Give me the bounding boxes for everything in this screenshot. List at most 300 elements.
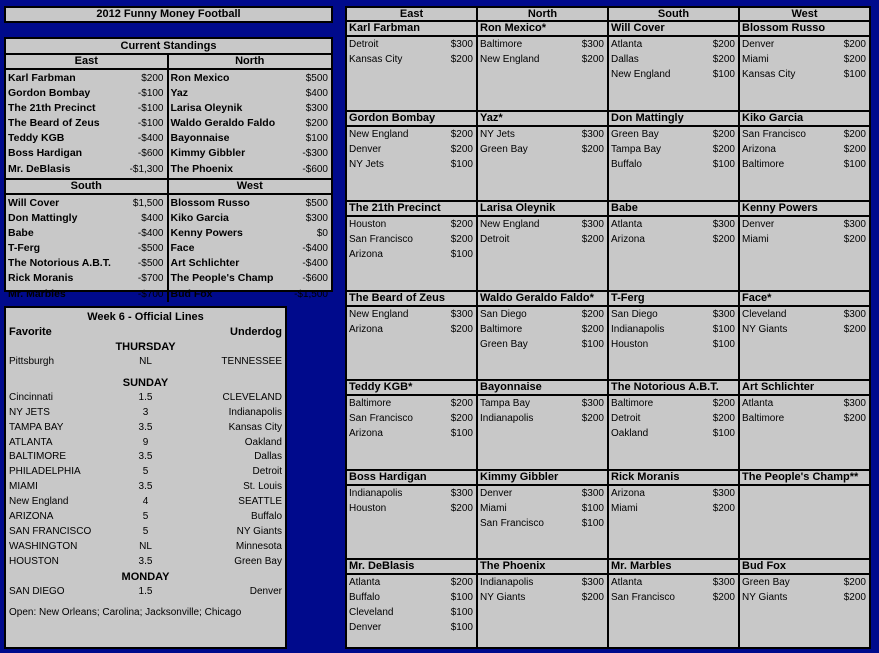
- player-picks-cell: [609, 22, 738, 110]
- pick-team: Buffalo: [611, 159, 642, 170]
- pick-row: [740, 142, 869, 157]
- pick-team: Oakland: [611, 428, 649, 439]
- pick-row: [478, 52, 607, 67]
- game-favorite: MIAMI: [9, 481, 38, 493]
- team-name: Kimmy Gibbler: [170, 147, 246, 160]
- standings-row: [6, 241, 167, 256]
- pick-row: [347, 322, 476, 337]
- pick-amount: $200: [843, 39, 866, 50]
- team-name: Ron Mexico: [170, 72, 230, 84]
- pick-amount: $200: [712, 54, 735, 65]
- pick-team: Tampa Bay: [611, 144, 662, 155]
- game-line-row: [8, 555, 283, 570]
- pick-team: Miami: [611, 503, 638, 514]
- pick-row: [609, 217, 738, 232]
- player-name: T-Ferg: [609, 292, 738, 307]
- pick-amount: $100: [450, 428, 473, 439]
- pick-row: [347, 396, 476, 411]
- pick-row: [347, 37, 476, 52]
- team-amount: -$700: [137, 288, 164, 300]
- pick-row: [347, 590, 476, 605]
- player-name: The Beard of Zeus: [347, 292, 476, 307]
- pick-team: Arizona: [349, 428, 383, 439]
- standings-row: [169, 196, 332, 211]
- pick-row: [478, 396, 607, 411]
- team-name: The People's Champ: [170, 272, 274, 285]
- pick-row: [347, 307, 476, 322]
- standings-row: [6, 71, 167, 86]
- pick-amount: $200: [450, 144, 473, 155]
- team-name: The Notorious A.B.T.: [8, 257, 111, 270]
- player-picks-cell: [347, 112, 476, 200]
- pick-row: [609, 501, 738, 516]
- pick-row: [478, 501, 607, 516]
- game-underdog: Minnesota: [235, 540, 282, 552]
- division-east: [6, 55, 169, 178]
- standings-row: [169, 256, 332, 271]
- pick-team: Baltimore: [349, 398, 392, 409]
- pick-team: Detroit: [349, 39, 379, 50]
- pick-team: Baltimore: [480, 324, 523, 335]
- pick-team: San Francisco: [611, 592, 675, 603]
- game-favorite: Cincinnati: [9, 391, 53, 403]
- player-picks-cell: [740, 381, 869, 469]
- standings-row: [6, 146, 167, 161]
- pick-amount: $300: [581, 39, 604, 50]
- pick-row: [740, 322, 869, 337]
- pick-row: [347, 127, 476, 142]
- division-header: West: [169, 180, 332, 195]
- grid-column-header: East: [347, 8, 476, 20]
- pick-row: [478, 516, 607, 531]
- pick-row: [740, 127, 869, 142]
- pick-row: [347, 247, 476, 262]
- standings-row: [6, 287, 167, 302]
- game-underdog: Kansas City: [228, 421, 282, 433]
- pick-team: Denver: [742, 39, 775, 50]
- game-favorite: New England: [9, 496, 69, 508]
- pick-row: [478, 575, 607, 590]
- picks-grid: [345, 6, 871, 649]
- pick-amount: $300: [450, 309, 473, 320]
- standings-row: [169, 241, 332, 256]
- player-name: Will Cover: [609, 22, 738, 37]
- pick-team: Green Bay: [480, 339, 528, 350]
- game-line-row: [8, 525, 283, 540]
- team-name: Will Cover: [8, 197, 60, 209]
- game-underdog: NY Giants: [236, 525, 282, 537]
- team-amount: -$100: [137, 88, 164, 100]
- game-line-row: [8, 465, 283, 480]
- pick-team: Atlanta: [611, 577, 643, 588]
- pick-row: [478, 37, 607, 52]
- pick-row: [478, 486, 607, 501]
- game-favorite: BALTIMORE: [9, 451, 67, 463]
- pick-amount: $300: [712, 309, 735, 320]
- game-spread: 5: [142, 525, 149, 537]
- day-header: MONDAY: [121, 570, 170, 583]
- pick-amount: $200: [843, 413, 866, 424]
- game-favorite: ATLANTA: [9, 436, 53, 448]
- pick-amount: $100: [712, 339, 735, 350]
- pick-team: Green Bay: [480, 144, 528, 155]
- pick-row: [347, 142, 476, 157]
- pick-team: New England: [480, 54, 540, 65]
- pick-amount: $200: [581, 413, 604, 424]
- team-amount: -$100: [137, 103, 164, 115]
- team-name: Rick Moranis: [8, 272, 74, 285]
- pick-row: [740, 67, 869, 82]
- pick-amount: $200: [581, 309, 604, 320]
- standings-title: Current Standings: [6, 39, 331, 55]
- pick-row: [347, 426, 476, 441]
- game-spread: 3.5: [138, 555, 153, 567]
- team-amount: -$600: [302, 273, 328, 285]
- team-amount: -$400: [302, 243, 328, 255]
- pick-amount: $300: [843, 219, 866, 230]
- pick-amount: $300: [450, 488, 473, 499]
- pick-team: New England: [349, 309, 409, 320]
- lines-column-headers: [8, 325, 283, 340]
- pick-row: [740, 396, 869, 411]
- game-line-row: [8, 450, 283, 465]
- standings-row: [169, 146, 332, 161]
- player-picks-cell: [609, 292, 738, 379]
- pick-team: Arizona: [349, 324, 383, 335]
- pick-row: [609, 67, 738, 82]
- pick-amount: $300: [712, 219, 735, 230]
- player-picks-cell: [478, 381, 607, 469]
- game-spread: 1.5: [138, 391, 153, 403]
- pick-amount: $300: [581, 488, 604, 499]
- game-line-row: [8, 355, 283, 370]
- game-underdog: Denver: [249, 585, 282, 597]
- game-underdog: SEATTLE: [238, 496, 282, 508]
- pick-team: Miami: [742, 234, 769, 245]
- game-spread: 3.5: [138, 481, 153, 493]
- game-line-row: [8, 406, 283, 421]
- pick-row: [347, 217, 476, 232]
- pick-row: [478, 307, 607, 322]
- lines-body: [8, 340, 283, 599]
- pick-team: NY Giants: [742, 592, 788, 603]
- pick-row: [478, 337, 607, 352]
- standings-row: [6, 116, 167, 131]
- team-name: Waldo Geraldo Faldo: [170, 117, 276, 130]
- pick-team: NY Jets: [349, 159, 384, 170]
- game-underdog: Green Bay: [234, 555, 282, 567]
- pick-amount: $100: [450, 622, 473, 633]
- pick-amount: $200: [450, 577, 473, 588]
- division-header: North: [169, 55, 332, 70]
- player-name: Bayonnaise: [478, 381, 607, 396]
- game-line-row: [8, 510, 283, 525]
- team-amount: $1,500: [132, 198, 164, 209]
- player-name: Blossom Russo: [740, 22, 869, 37]
- player-name: The Notorious A.B.T.: [609, 381, 738, 396]
- game-favorite: SAN FRANCISCO: [9, 525, 92, 537]
- pick-row: [609, 232, 738, 247]
- pick-row: [609, 52, 738, 67]
- division-rows: [6, 70, 167, 178]
- pick-team: San Francisco: [742, 129, 806, 140]
- player-name: Kimmy Gibbler: [478, 471, 607, 486]
- team-name: Karl Farbman: [8, 72, 76, 84]
- game-spread: NL: [139, 540, 152, 552]
- grid-column-header: West: [740, 8, 869, 20]
- pick-row: [609, 37, 738, 52]
- pick-team: San Francisco: [480, 518, 544, 529]
- game-spread: 1.5: [138, 585, 153, 597]
- pick-row: [740, 52, 869, 67]
- player-picks-cell: [609, 381, 738, 469]
- standings-row: [6, 131, 167, 146]
- pick-row: [478, 411, 607, 426]
- team-amount: -$400: [302, 258, 328, 270]
- pick-amount: $200: [712, 144, 735, 155]
- game-spread: 3: [142, 406, 149, 418]
- player-picks-cell: [740, 292, 869, 379]
- pick-row: [740, 232, 869, 247]
- player-picks-cell: [609, 112, 738, 200]
- division-header: East: [6, 55, 167, 70]
- pick-amount: $200: [450, 54, 473, 65]
- pick-amount: $100: [581, 518, 604, 529]
- player-name: Rick Moranis: [609, 471, 738, 486]
- standings-top-half: [6, 55, 331, 178]
- team-amount: $100: [305, 133, 328, 145]
- standings-row: [169, 86, 332, 101]
- team-name: Yaz: [170, 87, 189, 100]
- pick-team: Houston: [349, 503, 387, 514]
- pick-team: Baltimore: [480, 39, 523, 50]
- standings-row: [6, 86, 167, 101]
- team-amount: $500: [305, 198, 328, 209]
- game-favorite: HOUSTON: [9, 555, 59, 567]
- pick-amount: $200: [450, 413, 473, 424]
- open-games-note: Open: New Orleans; Carolina; Jacksonville; Chicago: [9, 607, 242, 619]
- team-name: Larisa Oleynik: [170, 102, 243, 115]
- player-picks-cell: [740, 22, 869, 110]
- pick-row: [609, 157, 738, 172]
- player-picks-cell: [478, 22, 607, 110]
- pick-team: Atlanta: [611, 39, 643, 50]
- standings-bottom-half: [6, 178, 331, 302]
- team-name: T-Ferg: [8, 242, 41, 255]
- pick-row: [347, 52, 476, 67]
- team-name: Mr. Marbles: [8, 287, 66, 300]
- pick-amount: $200: [712, 503, 735, 514]
- team-name: Mr. DeBlasis: [8, 162, 71, 175]
- pick-team: Atlanta: [611, 219, 643, 230]
- pick-team: Dallas: [611, 54, 639, 65]
- pick-team: Indianapolis: [611, 324, 665, 335]
- pick-team: Detroit: [480, 234, 510, 245]
- pick-amount: $200: [843, 54, 866, 65]
- underdog-header: Underdog: [230, 326, 282, 338]
- pick-amount: $300: [843, 398, 866, 409]
- pick-row: [740, 411, 869, 426]
- team-name: Don Mattingly: [8, 212, 78, 225]
- game-line-row: [8, 540, 283, 555]
- pick-team: Arizona: [611, 488, 645, 499]
- pick-amount: $300: [712, 577, 735, 588]
- player-picks-cell: [609, 471, 738, 558]
- player-name: Teddy KGB*: [347, 381, 476, 396]
- team-name: Gordon Bombay: [8, 87, 91, 100]
- team-amount: $0: [316, 228, 328, 240]
- pick-team: Houston: [349, 219, 387, 230]
- pick-amount: $100: [712, 428, 735, 439]
- standings-row: [169, 71, 332, 86]
- team-name: Teddy KGB: [8, 132, 65, 145]
- division-west: [169, 180, 332, 302]
- pick-team: Tampa Bay: [480, 398, 531, 409]
- game-line-row: [8, 585, 283, 600]
- game-line-row: [8, 391, 283, 406]
- player-name: Ron Mexico*: [478, 22, 607, 37]
- standings-row: [6, 196, 167, 211]
- division-south: [6, 180, 169, 302]
- pick-team: San Francisco: [349, 413, 413, 424]
- pick-amount: $300: [581, 577, 604, 588]
- team-name: The Phoenix: [170, 162, 233, 175]
- player-name: Gordon Bombay: [347, 112, 476, 127]
- game-underdog: Oakland: [244, 436, 282, 448]
- team-amount: -$100: [137, 118, 164, 130]
- current-standings-panel: [4, 37, 333, 300]
- player-name: Kenny Powers: [740, 202, 869, 217]
- pick-amount: $200: [450, 503, 473, 514]
- game-underdog: Indianapolis: [228, 406, 282, 418]
- pick-team: Denver: [349, 144, 382, 155]
- standings-row: [6, 226, 167, 241]
- pick-row: [740, 307, 869, 322]
- pick-amount: $300: [712, 488, 735, 499]
- pick-row: [609, 322, 738, 337]
- pick-team: San Francisco: [349, 234, 413, 245]
- standings-row: [6, 256, 167, 271]
- pick-row: [347, 157, 476, 172]
- team-amount: -$500: [137, 258, 164, 270]
- player-name: Bud Fox: [740, 560, 869, 575]
- standings-row: [169, 162, 332, 177]
- pick-row: [478, 142, 607, 157]
- team-name: Babe: [8, 227, 34, 240]
- pick-team: Kansas City: [742, 69, 796, 80]
- team-name: Boss Hardigan: [8, 147, 83, 160]
- pick-row: [478, 127, 607, 142]
- pick-amount: $300: [843, 309, 866, 320]
- pick-team: Baltimore: [611, 398, 654, 409]
- pick-team: NY Giants: [480, 592, 526, 603]
- team-amount: $300: [305, 213, 328, 225]
- standings-row: [169, 287, 332, 302]
- pick-amount: $200: [843, 592, 866, 603]
- player-name: Larisa Oleynik: [478, 202, 607, 217]
- pick-amount: $100: [581, 503, 604, 514]
- grid-column-header: North: [478, 8, 607, 20]
- player-picks-cell: [740, 202, 869, 290]
- standings-row: [6, 101, 167, 116]
- player-name: Boss Hardigan: [347, 471, 476, 486]
- pick-row: [740, 575, 869, 590]
- team-amount: -$400: [137, 133, 164, 145]
- pick-row: [609, 337, 738, 352]
- game-underdog: Dallas: [254, 451, 282, 463]
- standings-row: [169, 131, 332, 146]
- official-lines-panel: [4, 306, 287, 649]
- pick-row: [347, 605, 476, 620]
- team-name: The 21th Precinct: [8, 102, 96, 115]
- favorite-header: Favorite: [9, 326, 52, 338]
- pick-row: [347, 575, 476, 590]
- pick-amount: $200: [581, 144, 604, 155]
- player-name: Mr. Marbles: [609, 560, 738, 575]
- game-underdog: TENNESSEE: [221, 356, 282, 367]
- pick-amount: $100: [450, 607, 473, 618]
- game-underdog: Buffalo: [251, 511, 282, 523]
- game-underdog: Detroit: [252, 466, 282, 478]
- standings-row: [6, 162, 167, 177]
- pick-row: [609, 127, 738, 142]
- division-header: South: [6, 180, 167, 195]
- player-name: The 21th Precinct: [347, 202, 476, 217]
- pick-row: [347, 411, 476, 426]
- pick-row: [609, 307, 738, 322]
- pick-team: Atlanta: [742, 398, 774, 409]
- standings-row: [169, 101, 332, 116]
- pick-amount: $200: [581, 234, 604, 245]
- team-amount: -$500: [137, 243, 164, 255]
- team-amount: -$600: [137, 148, 164, 160]
- player-picks-cell: [740, 471, 869, 558]
- pick-row: [740, 157, 869, 172]
- pick-team: New England: [611, 69, 671, 80]
- player-picks-cell: [347, 202, 476, 290]
- pick-row: [347, 620, 476, 635]
- player-picks-cell: [347, 22, 476, 110]
- game-spread: 3.5: [138, 421, 153, 433]
- pick-amount: $200: [712, 129, 735, 140]
- team-amount: -$700: [137, 273, 164, 285]
- team-name: The Beard of Zeus: [8, 117, 100, 130]
- player-picks-cell: [478, 202, 607, 290]
- pick-row: [478, 590, 607, 605]
- pick-amount: $300: [581, 398, 604, 409]
- pick-team: San Diego: [480, 309, 527, 320]
- pick-amount: $200: [843, 324, 866, 335]
- pick-team: NY Jets: [480, 129, 515, 140]
- grid-column-header: South: [609, 8, 738, 20]
- pick-amount: $100: [843, 69, 866, 80]
- team-name: Bud Fox: [170, 287, 213, 300]
- pick-team: Cleveland: [742, 309, 787, 320]
- pick-amount: $100: [712, 324, 735, 335]
- pick-row: [609, 396, 738, 411]
- pick-amount: $100: [581, 339, 604, 350]
- division-north: [169, 55, 332, 178]
- standings-row: [169, 271, 332, 286]
- player-name: The People's Champ**: [740, 471, 869, 486]
- game-favorite: TAMPA BAY: [9, 421, 64, 433]
- team-amount: -$600: [302, 163, 328, 175]
- pick-row: [740, 217, 869, 232]
- pick-amount: $100: [843, 159, 866, 170]
- pick-amount: $200: [712, 413, 735, 424]
- pick-row: [347, 232, 476, 247]
- pick-amount: $300: [581, 129, 604, 140]
